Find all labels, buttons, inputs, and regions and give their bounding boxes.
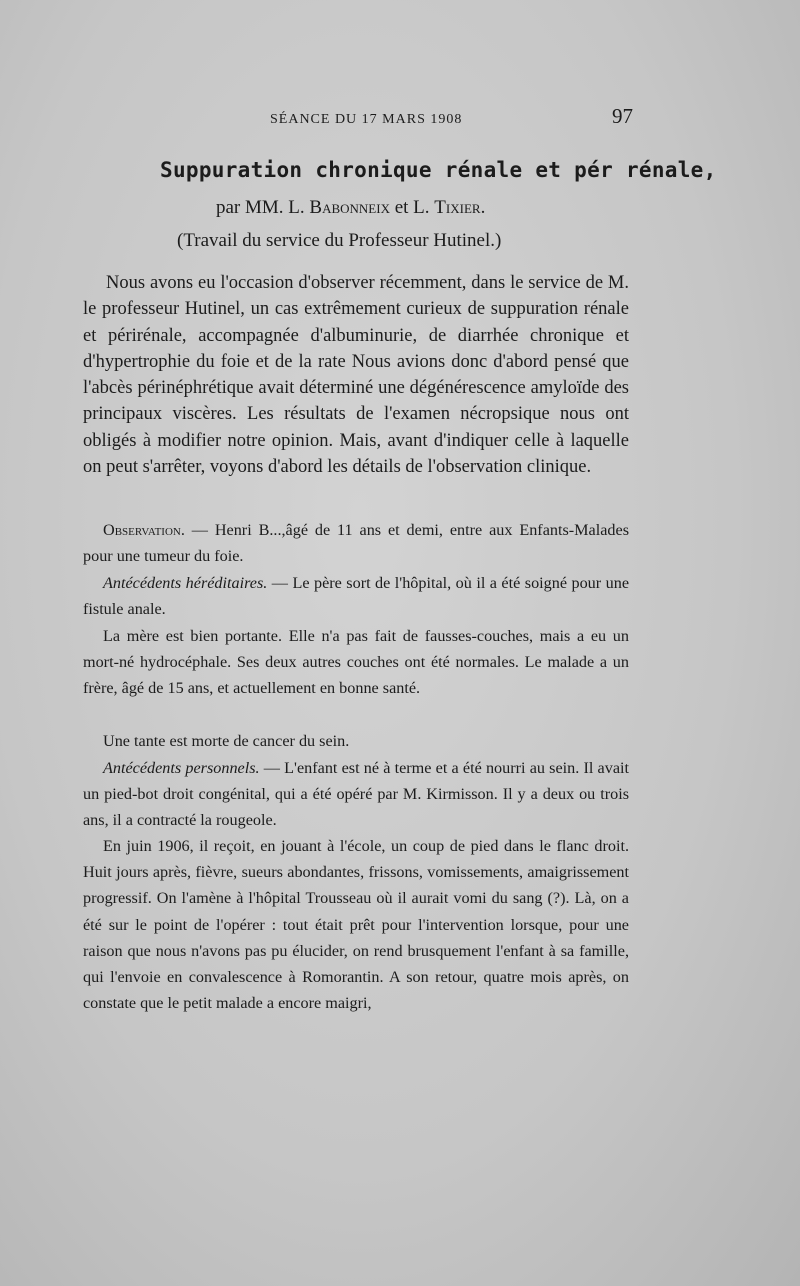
intro-paragraph: Nous avons eu l'occasion d'observer récemment, dans le service de M. le professeur Hutinel, un cas extrêmement curieux de suppuration rénale et périrénale, accompagnée d'albuminurie, de diarrhée chronique et d'hypertrophie du foie et de la rate Nous avions donc d'abord pensé que l'abcès périnéphrétique avait déterminé une dégénérescence amyloïde des principaux viscères. Les résultats de l'examen nécropsique nous ont obligés à modifier notre opinion. Mais, avant d'indiquer celle à laquelle on peut s'arrêter, voyons d'abord les détails de l'observation clinique. [83,273,629,478]
observation-label: Observation. [103,521,185,539]
hereditary-paragraph [83,570,629,622]
running-head: SÉANCE DU 17 MARS 1908 [270,112,463,127]
authors-mid: et L. [389,197,435,218]
observation-paragraph [83,517,629,569]
authors-suffix: . [480,197,486,218]
aunt-paragraph: Une tante est morte de cancer du sein. [103,732,350,750]
page-number: 97 [612,104,633,128]
personal-label: Antécédents personnels. [103,759,260,777]
personal-text: — L'enfant est né à terme et a été nourri au sein. Il avait un pied-bot droit congénital, qui a été opéré par M. Kirmisson. Il y a deux ou trois ans, il a contracté la rougeole. [83,759,630,830]
june-paragraph: En juin 1906, il reçoit, en jouant à l'école, un coup de pied dans le flanc droit. Huit jours après, fièvre, sueurs abondantes, frissons, vomissements, amaigrissement progressif. On l'amène à l'hôpital Trousseau où il aurait vomi du sang (?). Là, on a été sur le point de l'opérer : tout était prêt pour l'intervention lorsque, pour une raison que nous n'avons pas pu élucider, on rend brusquement l'enfant à sa famille, qui l'envoie en convalescence à Romorantin. A son retour, quatre mois après, on constate que le petit malade a encore maigri, [83,837,629,1013]
hereditary-text: — Le père sort de l'hôpital, où il a été soigné pour une fistule anale. [83,574,629,619]
personal-paragraph [83,755,629,834]
author-babonneix: Babonneix [309,197,390,218]
article-subtitle: (Travail du service du Professeur Hutinel.) [177,230,502,251]
hereditary-label: Antécédents héréditaires. [103,574,268,592]
article-title: Suppuration chronique rénale et pér rénale, [160,158,717,182]
mother-paragraph: La mère est bien portante. Elle n'a pas fait de fausses-couches, mais a eu un mort-né hydrocéphale. Ses deux autres couches ont été normales. Le malade a un frère, âgé de 15 ans, et actuellement en bonne santé. [83,627,629,698]
author-tixier: Tixier [434,197,481,218]
article-authors [216,197,485,219]
authors-prefix: par MM. L. [216,197,310,218]
observation-text: — Henri B...,âgé de 11 ans et demi, entre aux Enfants-Malades pour une tumeur du foie. [83,521,629,566]
